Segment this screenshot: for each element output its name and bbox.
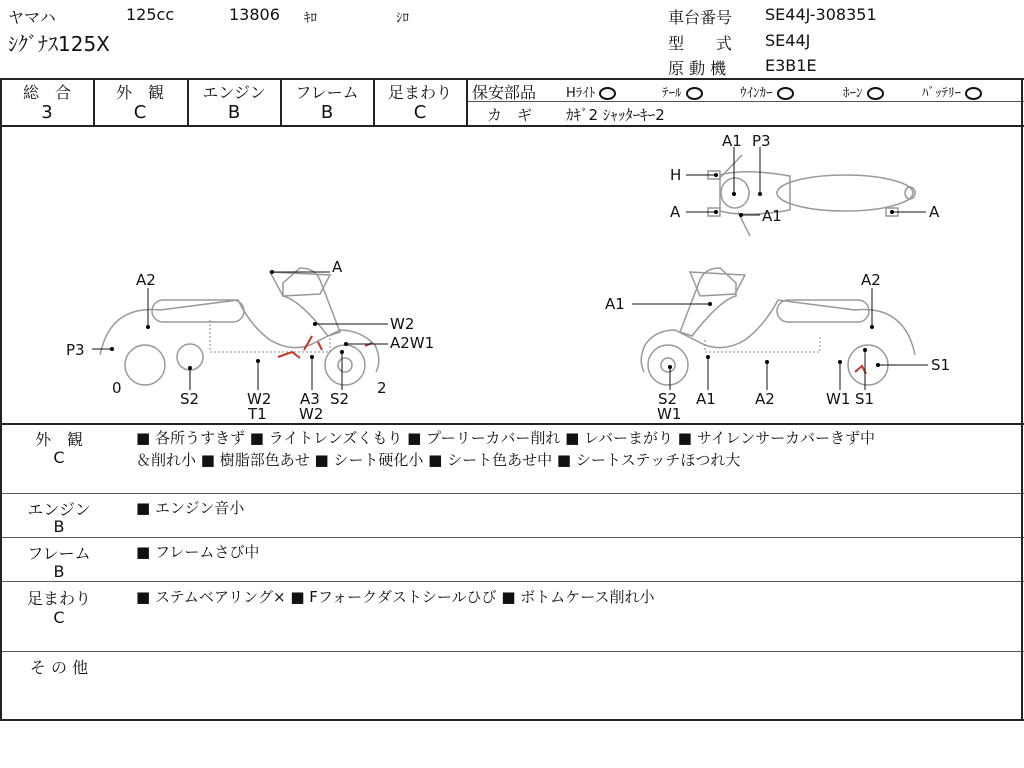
type-value: SE44J: [765, 31, 811, 50]
top-view-scooter: [708, 155, 915, 236]
safety-label: 保安部品: [472, 83, 537, 102]
ok-circle-icon: [867, 87, 884, 100]
label-top-a1-lower: A1: [762, 207, 782, 225]
grade-exterior-label: 外 観: [115, 83, 165, 102]
grade-frame-value: B: [320, 102, 334, 123]
grade-suspension-label: 足まわり: [387, 83, 453, 102]
engine-label: 原 動 機: [668, 59, 727, 78]
frame-no: SE44J-308351: [765, 5, 877, 24]
label-right-s2: S2: [658, 390, 678, 408]
label-left-a: A: [332, 258, 343, 276]
remark-frame-label: フレーム: [27, 544, 91, 563]
label-left-0: 0: [112, 379, 122, 397]
rule-grade-4: [373, 78, 375, 125]
rule-grade-2: [187, 78, 189, 125]
label-right-a2-bottom: A2: [755, 390, 775, 408]
safety-horn: ﾎｰﾝ: [843, 82, 884, 101]
remark-exterior-label: 外 観: [34, 430, 84, 449]
label-left-a3: A3: [300, 390, 320, 408]
label-left-2: 2: [377, 379, 387, 397]
remark-exterior-line-2: ＆削れ小 ■ 樹脂部色あせ ■ シート硬化小 ■ シート色あせ中 ■ シートステッチほつれ大: [136, 451, 741, 469]
frame-no-label: 車台番号: [668, 8, 733, 27]
maker: ヤマハ: [8, 8, 56, 27]
key-value: ｶｷﾞ2 ｼｬｯﾀｰｷｰ2: [566, 106, 665, 124]
label-left-s2: S2: [180, 390, 200, 408]
grade-suspension-value: C: [413, 102, 427, 123]
left-view-labels: [66, 258, 434, 422]
right-view-labels: [605, 271, 950, 422]
label-right-w1: W1: [826, 390, 851, 408]
safety-tail: ﾃｰﾙ: [662, 82, 703, 101]
safety-winker: ｳｲﾝｶｰ: [740, 82, 794, 101]
rule-safety-mid: [466, 101, 1024, 102]
remark-other-label: そ の 他: [29, 658, 89, 677]
type-label: 型 式: [668, 34, 733, 53]
model-name: ｼｸﾞﾅｽ125X: [8, 32, 110, 56]
remark-engine-grade: B: [53, 517, 65, 536]
label-top-p3: P3: [752, 132, 771, 150]
label-left-a2w1: A2W1: [390, 334, 435, 352]
label-top-h: H: [670, 166, 682, 184]
grade-engine-value: B: [227, 102, 241, 123]
grade-overall-label: 総 合: [22, 83, 72, 102]
remark-frame-grade: B: [53, 562, 65, 581]
ok-circle-icon: [965, 87, 982, 100]
label-right-a1-bottom: A1: [696, 390, 716, 408]
mileage-unit: ｷﾛ: [304, 11, 317, 26]
label-top-a-left: A: [670, 203, 681, 221]
remark-suspension-label: 足まわり: [26, 589, 92, 608]
grade-overall-value: 3: [41, 102, 53, 123]
label-left-t1: T1: [248, 405, 267, 422]
remark-engine-label: エンジン: [27, 500, 91, 519]
label-right-s1-bottom: S1: [855, 390, 875, 408]
remark-suspension-grade: C: [53, 608, 65, 627]
label-left-w2-bottom: W2: [247, 390, 272, 408]
label-left-a2: A2: [136, 271, 156, 289]
key-label: カ ギ: [487, 106, 533, 124]
label-top-a1: A1: [722, 132, 742, 150]
safety-headlight: Hﾗｲﾄ: [566, 82, 616, 101]
ok-circle-icon: [777, 87, 794, 100]
label-right-a2: A2: [861, 271, 881, 289]
damage-diagram: [0, 127, 1024, 422]
rule-diagram-bottom: [0, 423, 1024, 425]
rule-remark-3: [0, 581, 1024, 582]
mileage: 13806: [229, 5, 280, 24]
label-left-p3: P3: [66, 341, 85, 359]
label-right-a1: A1: [605, 295, 625, 313]
grade-engine-label: エンジン: [202, 83, 266, 102]
remark-suspension-line-1: ■ ステムベアリング× ■ Fフォークダストシールひび ■ ボトムケース削れ小: [136, 588, 655, 606]
remark-exterior-grade: C: [53, 448, 65, 467]
rule-bottom: [0, 719, 1024, 721]
label-left-s2-right: S2: [330, 390, 350, 408]
label-right-w1-lower: W1: [657, 405, 682, 422]
body-color: ｼﾛ: [396, 11, 409, 26]
rule-grade-1: [93, 78, 95, 125]
remark-engine-line-1: ■ エンジン音小: [136, 499, 245, 517]
remark-exterior-line-1: ■ 各所うすきず ■ ライトレンズくもり ■ プーリーカバー削れ ■ レバーまがり ■ サイレンサーカバーきず中: [136, 429, 875, 447]
rule-grade-5: [466, 78, 468, 125]
label-right-s1: S1: [931, 356, 951, 374]
label-top-a-right: A: [929, 203, 940, 221]
ok-circle-icon: [686, 87, 703, 100]
remark-frame-line-1: ■ フレームさび中: [136, 543, 260, 561]
rule-grade-3: [280, 78, 282, 125]
rule-remark-2: [0, 537, 1024, 538]
safety-battery: ﾊﾞｯﾃﾘｰ: [922, 82, 982, 101]
grade-exterior-value: C: [133, 102, 147, 123]
displacement: 125cc: [126, 5, 175, 24]
rule-remark-4: [0, 651, 1024, 652]
engine-value: E3B1E: [765, 56, 817, 75]
label-left-w2: W2: [390, 315, 415, 333]
grade-frame-label: フレーム: [295, 83, 359, 102]
ok-circle-icon: [599, 87, 616, 100]
label-left-w2-lower: W2: [299, 405, 324, 422]
rule-remark-1: [0, 493, 1024, 494]
